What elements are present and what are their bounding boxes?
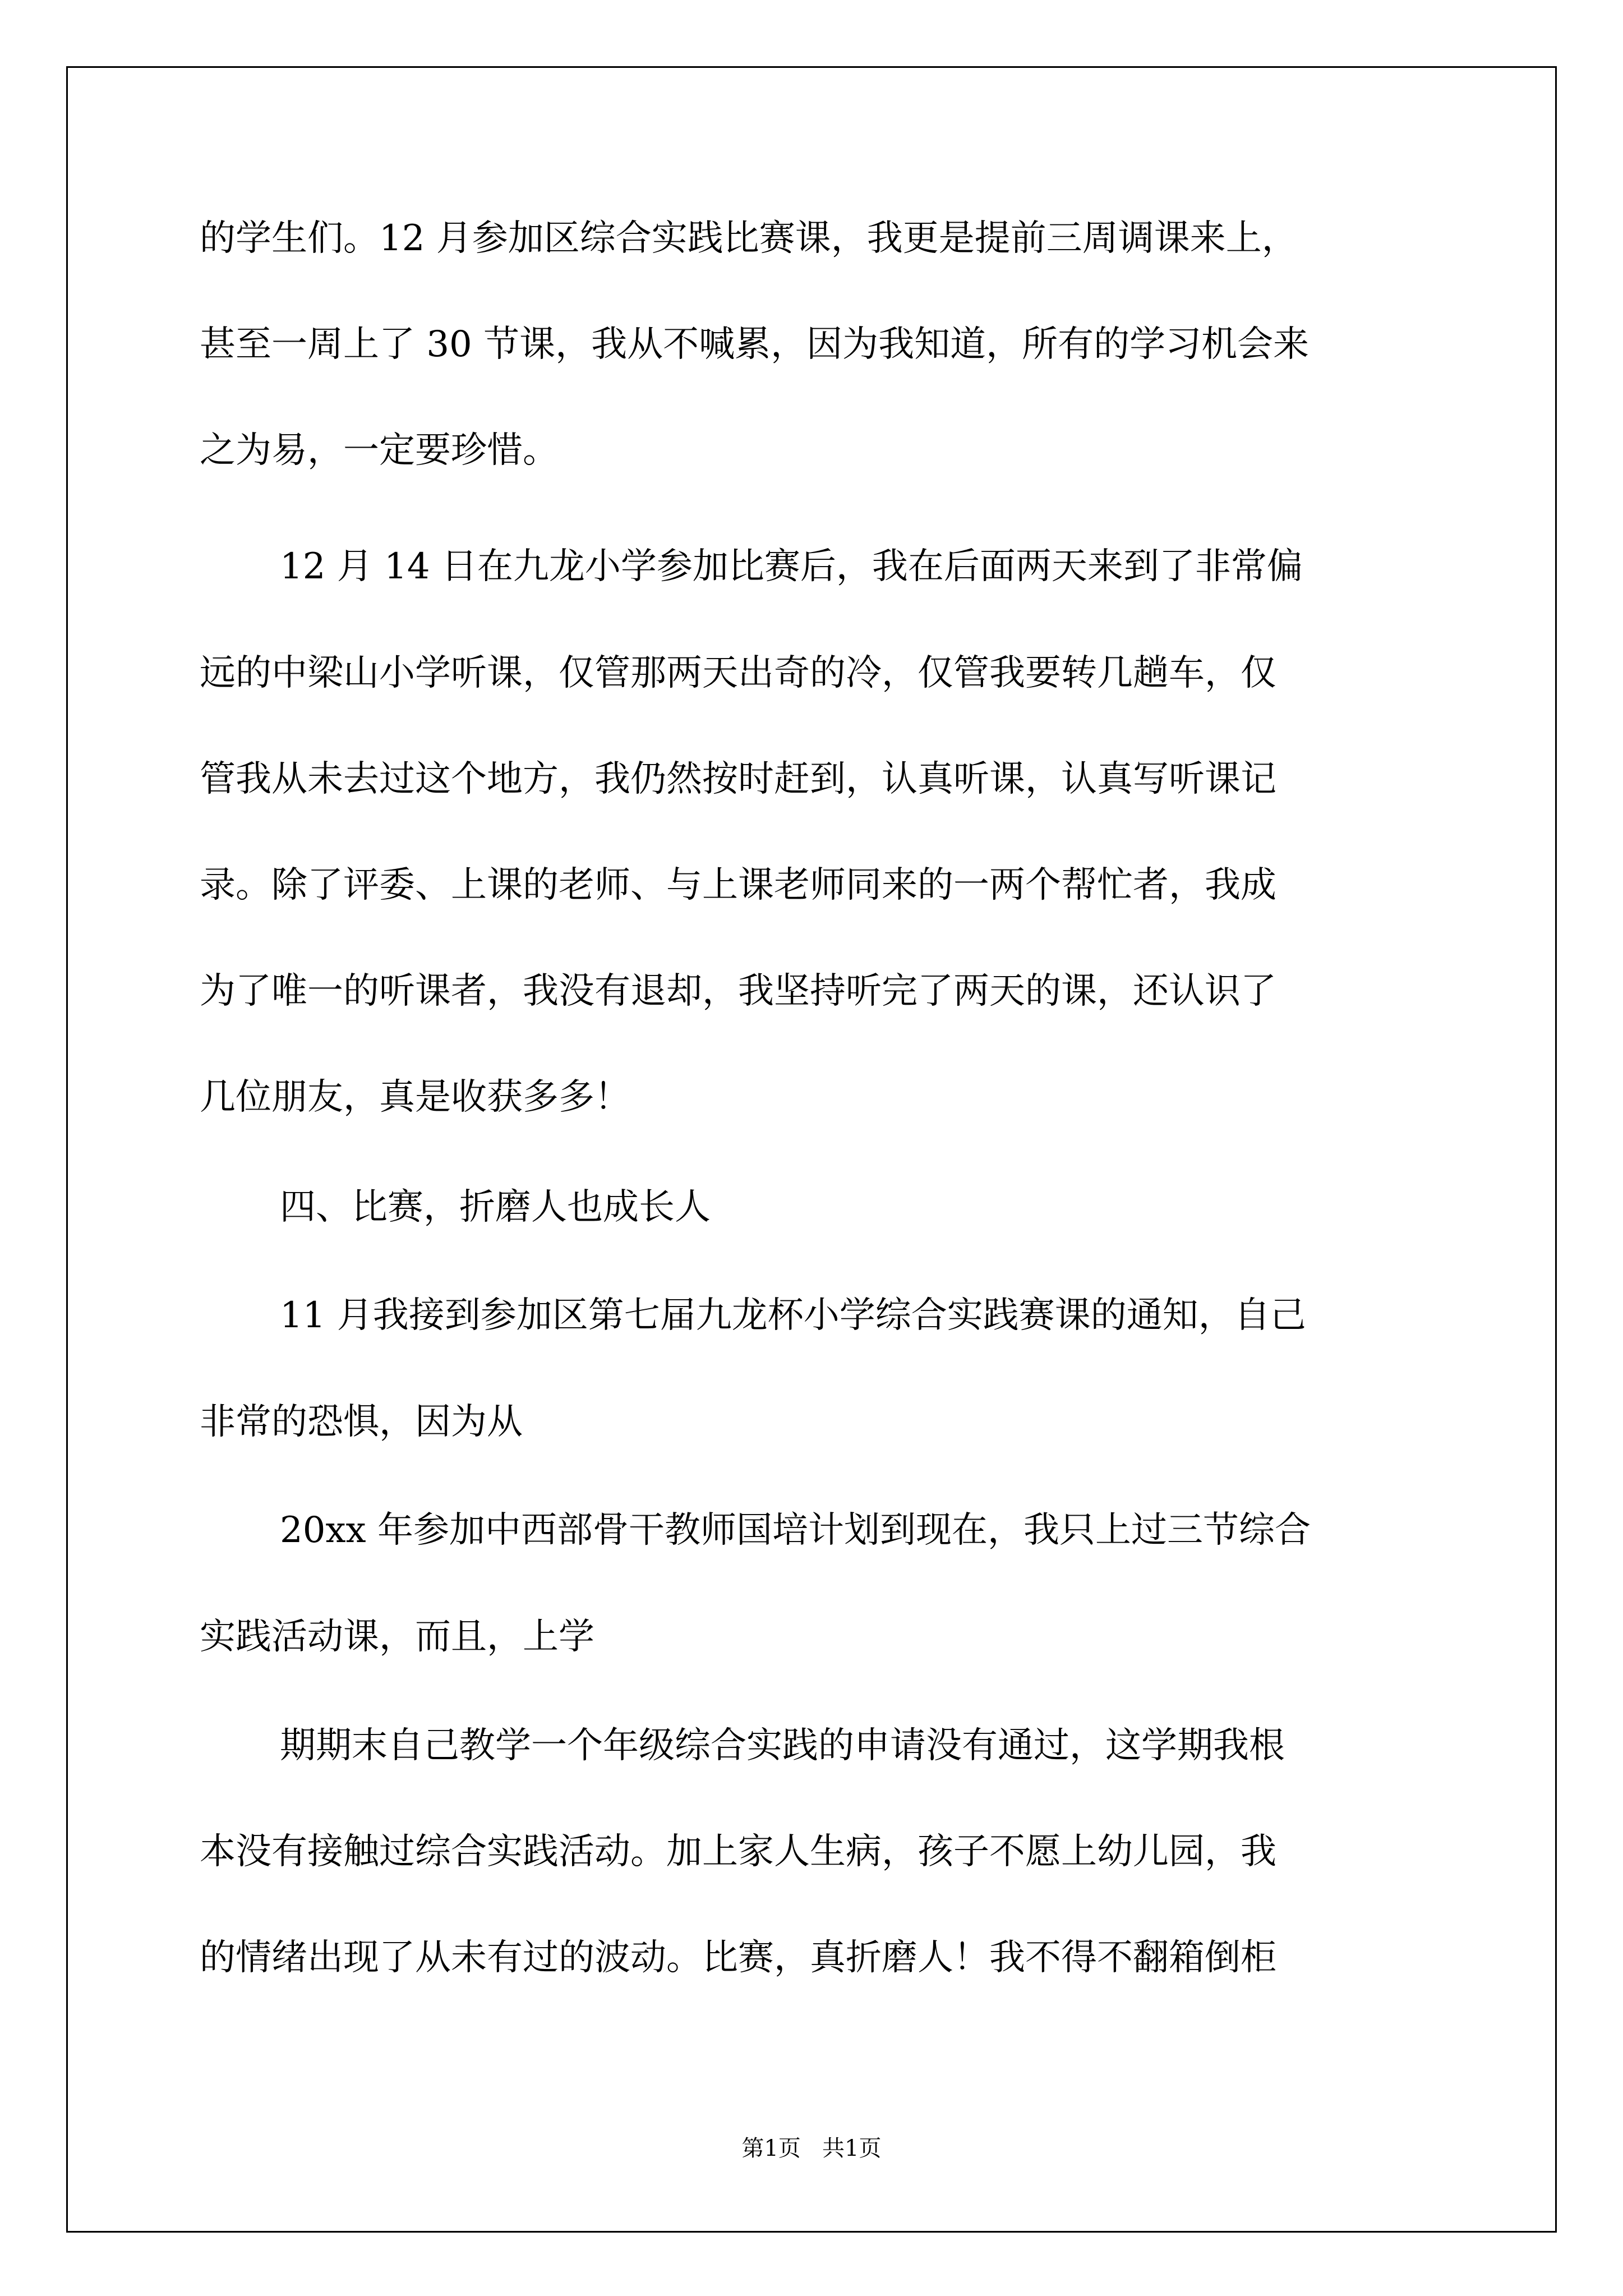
page-frame [66, 66, 1557, 2233]
text-line: 录。除了评委、上课的老师、与上课老师同来的一两个帮忙者，我成 [200, 864, 1276, 906]
text-line: 为了唯一的听课者，我没有退却，我坚持听完了两天的课，还认识了 [200, 970, 1276, 1012]
text-line: 非常的恐惧，因为从 [200, 1401, 523, 1443]
text-line: 之为易，一定要珍惜。 [200, 430, 559, 471]
text-line: 的情绪出现了从未有过的波动。比赛，真折磨人！我不得不翻箱倒柜 [200, 1937, 1276, 1978]
text-line: 20xx 年参加中西部骨干教师国培计划到现在，我只上过三节综合 [280, 1510, 1311, 1551]
text-line: 的学生们。12 月参加区综合实践比赛课，我更是提前三周调课来上， [200, 218, 1298, 259]
page-footer: 第1页 共1页 [741, 2136, 882, 2161]
text-line: 11 月我接到参加区第七届九龙杯小学综合实践赛课的通知，自己 [280, 1295, 1306, 1336]
text-line: 12 月 14 日在九龙小学参加比赛后，我在后面两天来到了非常偏 [280, 546, 1303, 587]
text-line: 远的中梁山小学听课，仅管那两天出奇的冷，仅管我要转几趟车，仅 [200, 652, 1276, 694]
text-line: 几位朋友，真是收获多多！ [200, 1076, 630, 1118]
text-line: 实践活动课，而且，上学 [200, 1616, 594, 1658]
text-line: 甚至一周上了 30 节课，我从不喊累，因为我知道，所有的学习机会来 [200, 324, 1310, 365]
text-line: 管我从未去过这个地方，我仍然按时赶到，认真听课，认真写听课记 [200, 758, 1276, 800]
text-line: 期期末自己教学一个年级综合实践的申请没有通过，这学期我根 [280, 1725, 1285, 1766]
section-heading: 四、比赛，折磨人也成长人 [280, 1186, 711, 1228]
text-line: 本没有接触过综合实践活动。加上家人生病，孩子不愿上幼儿园，我 [200, 1831, 1276, 1872]
